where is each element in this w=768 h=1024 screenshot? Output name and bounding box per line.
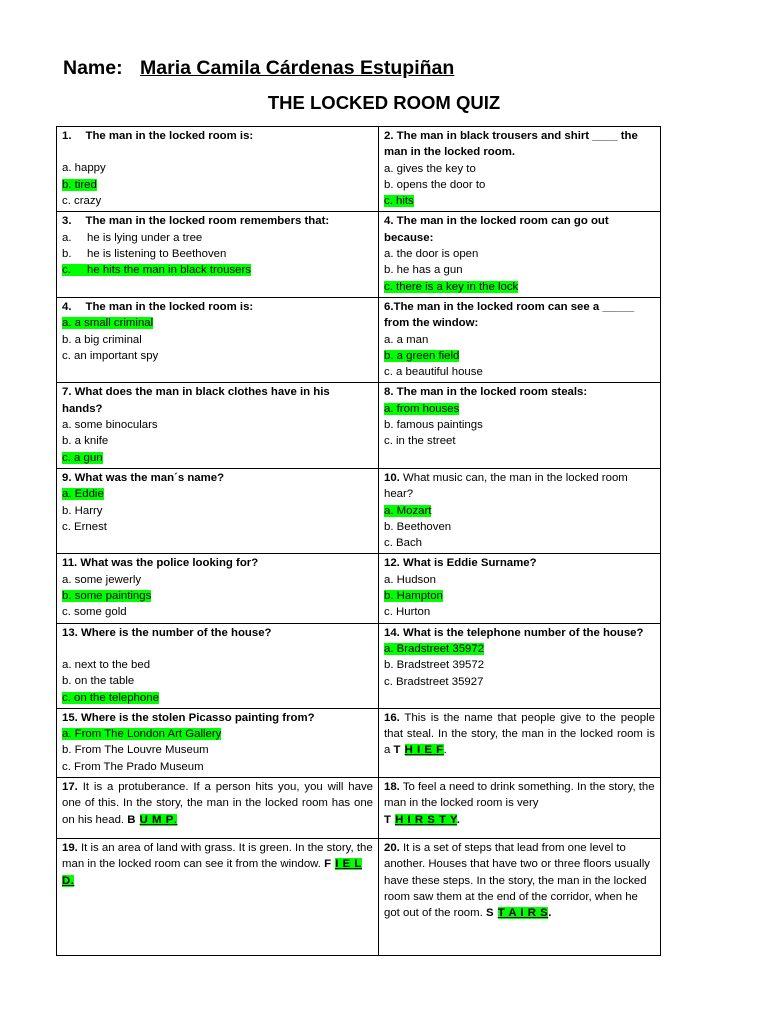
question-17: 17. It is a protuberance. If a person hits you, you will have one of this. In the story, the man in the locked room has one on his head. B U M P.: [57, 777, 379, 838]
question-text: 8. The man in the locked room steals:: [384, 386, 588, 399]
option-b: b. From The Louvre Museum: [62, 744, 209, 757]
option-a-correct: a. Bradstreet 35972: [384, 642, 485, 655]
option-a-correct: a. Mozart: [384, 504, 432, 517]
option-a-correct: a. From The London Art Gallery: [62, 728, 222, 741]
option-c-correct: c. hits: [384, 195, 414, 208]
option-c: c. an important spy: [62, 349, 159, 362]
option-b: b. a big criminal: [62, 333, 142, 346]
option-b: b. Beethoven: [384, 520, 452, 533]
question-text: 11. What was the police looking for?: [62, 557, 259, 570]
option-c-correct: c. on the telephone: [62, 691, 159, 704]
option-a: a. a man: [384, 333, 429, 346]
answer-word: T H I R S T Y.: [384, 813, 461, 826]
table-row: [57, 777, 661, 838]
option-b-correct: b. tired: [62, 178, 97, 191]
option-c: c. some gold: [62, 606, 127, 619]
option-a: a. some jewerly: [62, 573, 142, 586]
question-19: 19. It is an area of land with grass. It is green. In the story, the man in the locked room can see it from the window. F I E L D.: [57, 838, 379, 955]
question-text: It is a set of steps that lead from one level to another. Houses that have two or three floors usually have these steps. In the story, the man in the locked room saw them at the end of the corridor, when he got out of the room.: [384, 841, 650, 920]
question-text: 4. The man in the locked room can go out because:: [384, 215, 609, 244]
question-8: [379, 383, 661, 468]
option-a: a. the door is open: [384, 248, 479, 261]
option-c: c. From The Prado Museum: [62, 760, 204, 773]
question-text: 9. What was the man´s name?: [62, 471, 225, 484]
option-b: b. famous paintings: [384, 419, 483, 432]
answer-word: T H I E F.: [393, 744, 448, 757]
option-c: c. Ernest: [62, 520, 107, 533]
question-11: [57, 554, 379, 623]
question-text: To feel a need to drink something. In the story, the man in the locked room is very: [384, 780, 655, 810]
table-row: [57, 127, 661, 212]
question-9: [57, 468, 379, 553]
option-c: c. Bach: [384, 537, 422, 550]
answer-word: F I E L D.: [62, 858, 362, 887]
question-10: [379, 468, 661, 553]
question-20: 20. It is a set of steps that lead from one level to another. Houses that have two or three floors usually have these steps. In the story, the man in the locked room saw them at the end of the corridor, when he got out of the room. S T A I R S.: [379, 838, 661, 955]
option-c: c. in the street: [384, 435, 456, 448]
question-text: 3. The man in the locked room remembers that:: [62, 215, 330, 228]
question-3: [57, 212, 379, 297]
question-text: 10. What music can, the man in the locked room hear?: [384, 471, 628, 501]
answer-word: B U M P.: [127, 813, 178, 826]
table-row: [57, 297, 661, 382]
question-6: [379, 297, 661, 382]
question-12: [379, 554, 661, 623]
question-4: [379, 212, 661, 297]
question-text: 7. What does the man in black clothes have in his hands?: [62, 386, 330, 415]
question-2: [379, 127, 661, 212]
option-b-correct: b. Hampton: [384, 590, 443, 603]
option-c-correct: c. a gun: [62, 451, 103, 464]
answer-word: S T A I R S.: [485, 907, 552, 920]
option-a: a. gives the key to: [384, 162, 476, 175]
question-text: This is the name that people give to the people that steal. In the story, the man in the locked room is a: [384, 711, 655, 757]
option-b: b. he is listening to Beethoven: [62, 248, 227, 261]
option-a: a. Hudson: [384, 573, 436, 586]
option-a: a. some binoculars: [62, 419, 158, 432]
question-text: 12. What is Eddie Surname?: [384, 557, 537, 570]
option-b: b. Harry: [62, 504, 103, 517]
option-b: b. a knife: [62, 435, 109, 448]
table-row: [57, 623, 661, 708]
option-b: b. he has a gun: [384, 264, 463, 277]
option-a: a. he is lying under a tree: [62, 231, 203, 244]
question-text: 6.The man in the locked room can see a _____ from the window:: [384, 300, 635, 330]
option-a-correct: a. from houses: [384, 402, 460, 415]
table-row: [57, 468, 661, 553]
option-c-correct: c. there is a key in the lock: [384, 280, 519, 293]
option-b: b. on the table: [62, 675, 135, 688]
question-7: [57, 383, 379, 468]
question-text: 1. The man in the locked room is:: [62, 130, 254, 142]
option-c: c. crazy: [62, 194, 102, 207]
option-a: a. next to the bed: [62, 658, 151, 671]
question-text: 13. Where is the number of the house?: [62, 626, 272, 639]
table-row: [57, 554, 661, 623]
option-c-correct: c. he hits the man in black trousers: [62, 264, 251, 277]
table-row: [57, 838, 661, 955]
option-b-correct: b. a green field: [384, 349, 460, 362]
option-b-correct: b. some paintings: [62, 590, 152, 603]
question-13: [57, 623, 379, 708]
question-1: [57, 127, 379, 212]
table-row: [57, 212, 661, 297]
table-row: [57, 708, 661, 777]
student-name: Maria Camila Cárdenas Estupiñan: [140, 57, 455, 79]
option-c: c. Hurton: [384, 606, 431, 619]
option-a-correct: a. a small criminal: [62, 317, 154, 330]
option-b: b. opens the door to: [384, 178, 486, 191]
name-label: Name:: [63, 57, 123, 79]
option-a-correct: a. Eddie: [62, 488, 104, 501]
question-18: 18. To feel a need to drink something. In the story, the man in the locked room is very T H I R S T Y.: [379, 777, 661, 838]
option-c: c. Bradstreet 35927: [384, 675, 484, 688]
option-b: b. Bradstreet 39572: [384, 659, 485, 672]
question-text: 15. Where is the stolen Picasso painting from?: [62, 711, 315, 724]
question-14: [379, 623, 661, 708]
question-text: It is an area of land with grass. It is green. In the story, the man in the locked room can see it from the window.: [62, 841, 373, 871]
option-c: c. a beautiful house: [384, 366, 483, 379]
table-row: [57, 383, 661, 468]
option-a: a. happy: [62, 162, 106, 175]
question-text: 4. The man in the locked room is:: [62, 300, 254, 313]
question-text: It is a protuberance. If a person hits you, you will have one of this. In the story, the man in the locked room has one on his head.: [62, 780, 374, 826]
quiz-table: [56, 126, 661, 956]
quiz-title: THE LOCKED ROOM QUIZ: [267, 92, 501, 113]
question-16: 16. This is the name that people give to the people that steal. In the story, the man in the locked room is a T H I E F.: [379, 708, 661, 777]
student-name-line: [63, 57, 454, 80]
question-text: 14. What is the telephone number of the house?: [384, 626, 644, 639]
question-15: [57, 708, 379, 777]
question-text: 2. The man in black trousers and shirt ____ the man in the locked room.: [384, 130, 638, 159]
question-5: [57, 297, 379, 382]
